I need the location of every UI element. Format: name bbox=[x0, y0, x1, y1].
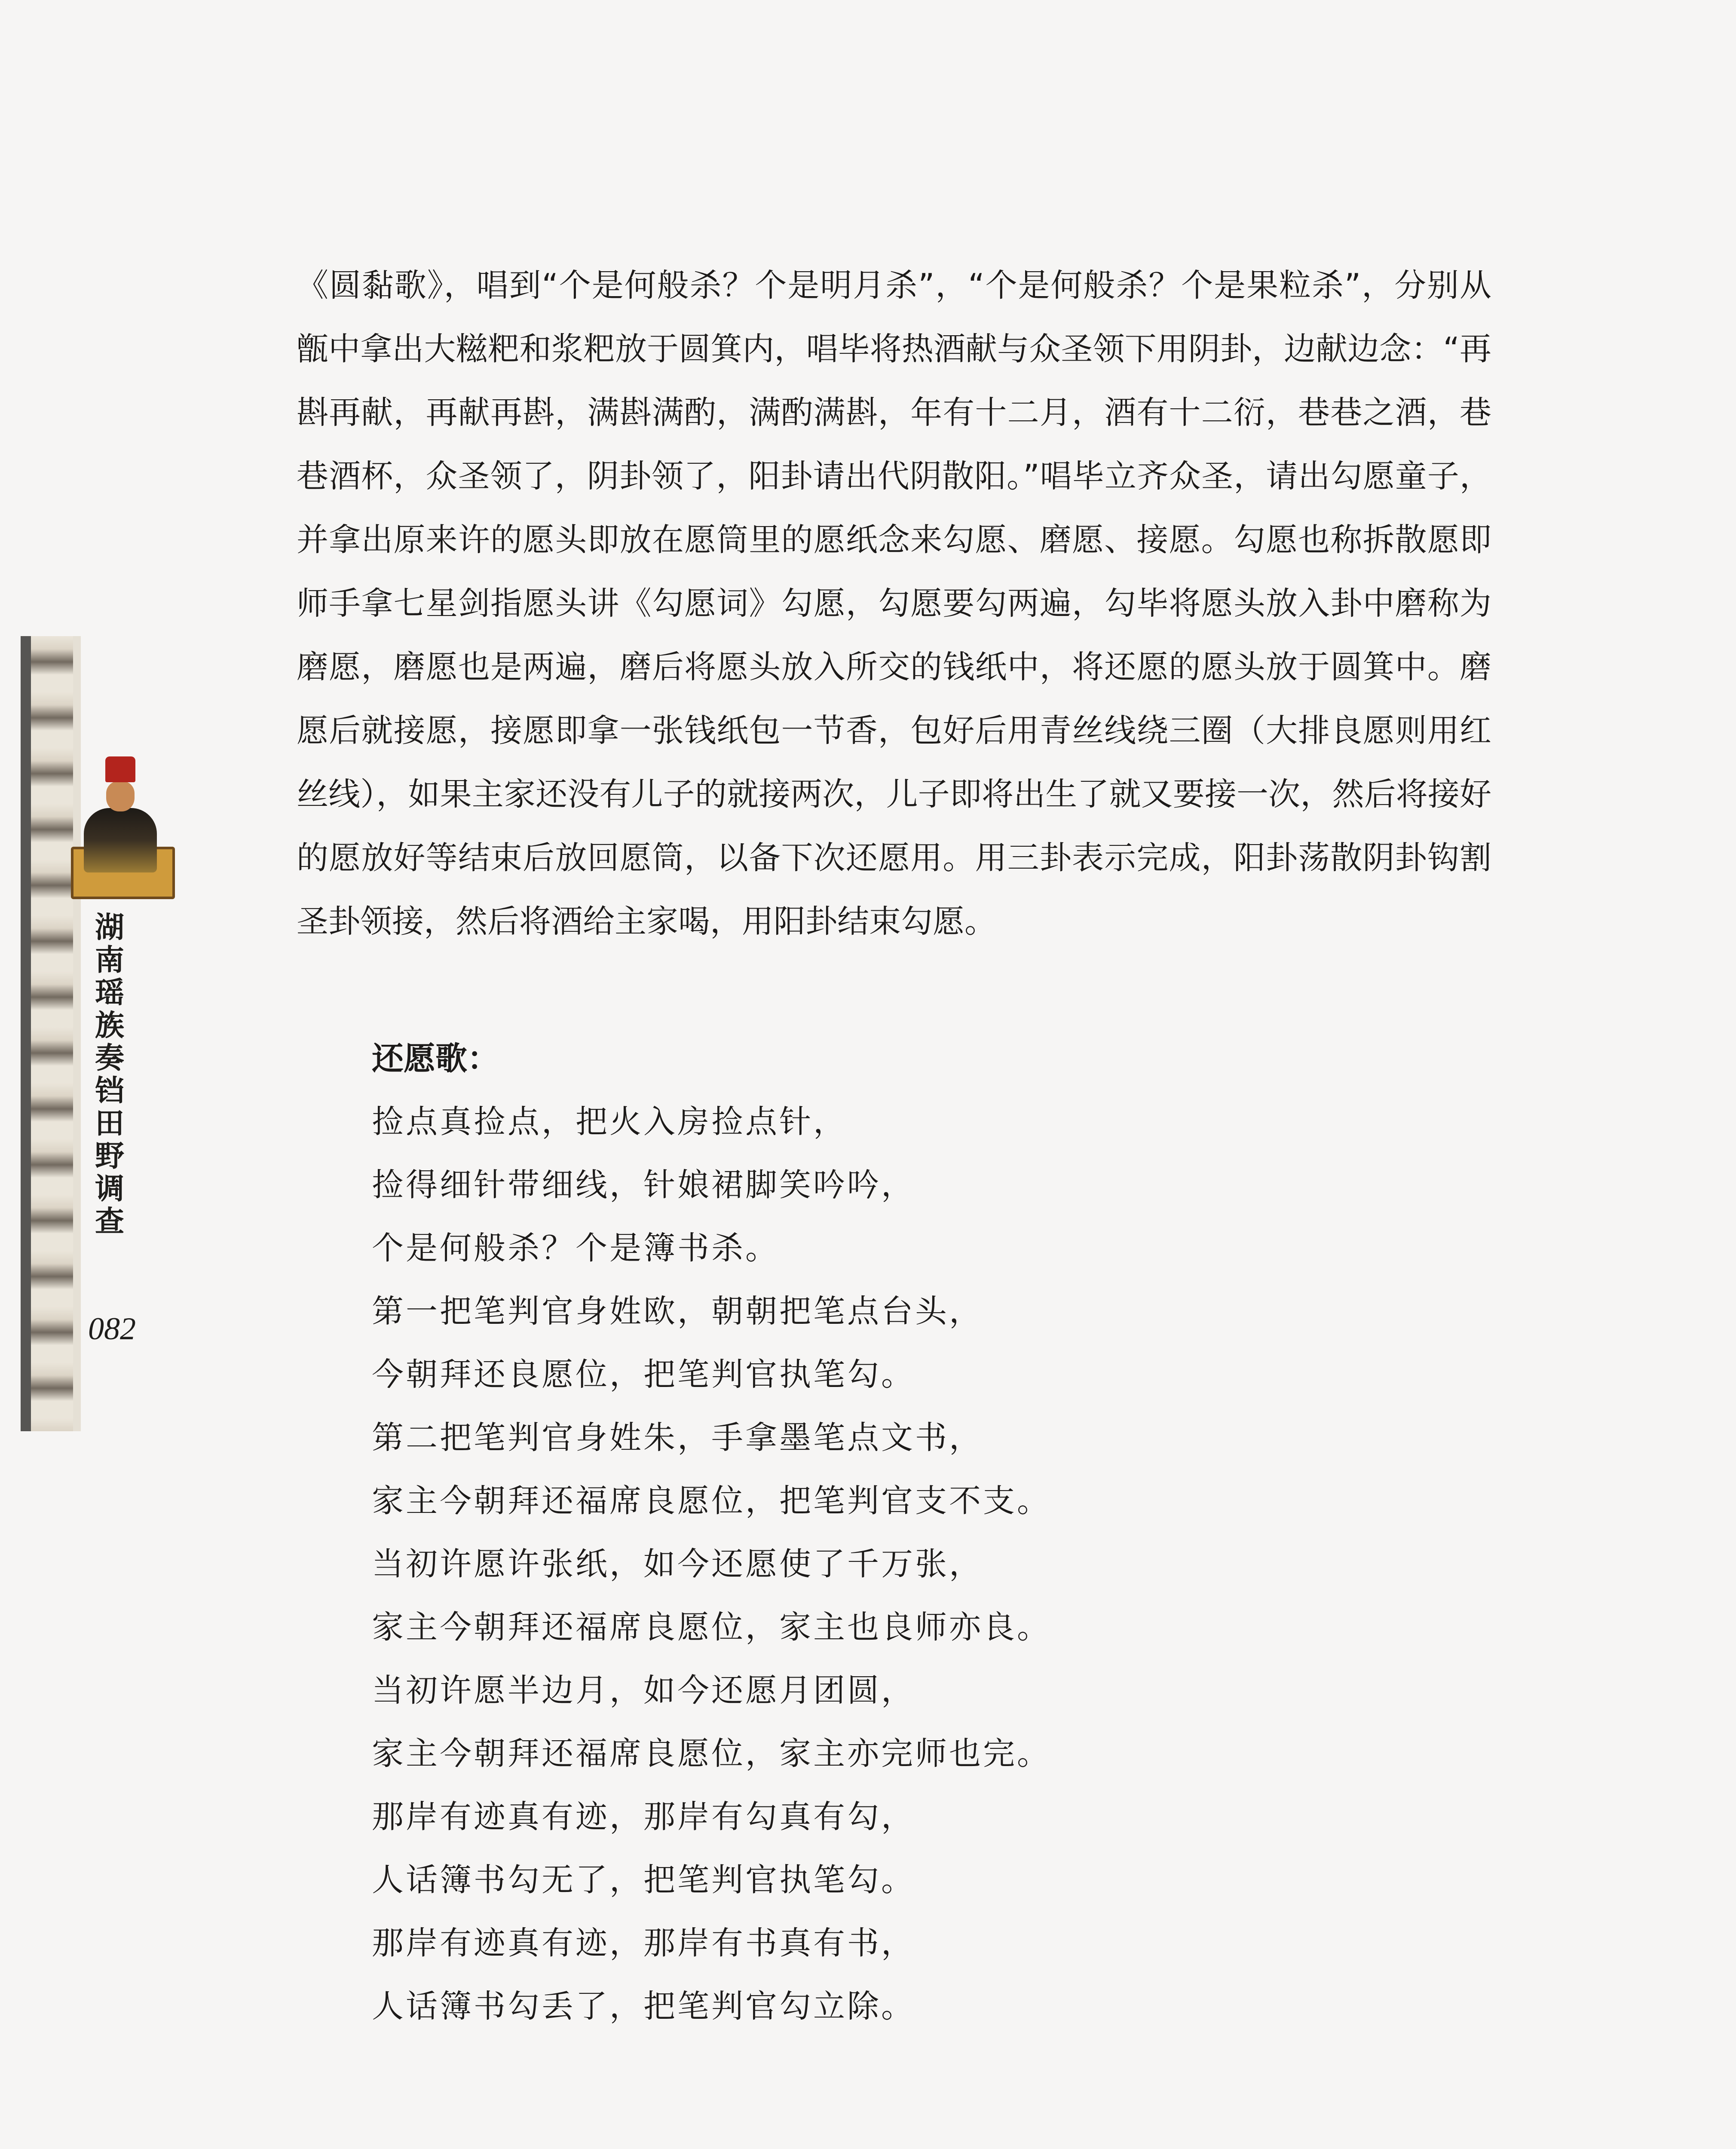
poem-line: 个是何般杀？个是簿书杀。 bbox=[372, 1230, 779, 1267]
main-paragraph bbox=[297, 254, 1491, 953]
poem-line: 捡点真捡点，把火入房捡点针， bbox=[372, 1103, 847, 1140]
paragraph-text: 《圆黏歌》，唱到“个是何般杀？个是明月杀”，“个是何般杀？个是果粒杀”，分别从甑中拿出大糍粑和浆粑放于圆箕内，唱毕将热酒献与众圣领下用阴卦，边献边念：“再斟再献，再献再斟，满斟满酌，满酌满斟，年有十二月，酒有十二衍，巷巷之酒，巷巷酒杯，众圣领了，阴卦领了，阳卦请出代阴散阳。”唱毕立齐众圣，请出勾愿童子，并拿出原来许的愿头即放在愿筒里的愿纸念来勾愿、磨愿、接愿。勾愿也称拆散愿即师手拿七星剑指愿头讲《勾愿词》勾愿，勾愿要勾两遍，勾毕将愿头放入卦中磨称为磨愿，磨愿也是两遍，磨后将愿头放入所交的钱纸中，将还愿的愿头放于圆箕中。磨愿后就接愿，接愿即拿一张钱纸包一节香，包好后用青丝线绕三圈（大排良愿则用红丝线），如果主家还没有儿子的就接两次，儿子即将出生了就又要接一次，然后将接好的愿放好等结束后放回愿筒，以备下次还愿用。用三卦表示完成，阳卦荡散阴卦钩割圣卦领接，然后将酒给主家喝，用阳卦结束勾愿。 bbox=[297, 267, 1491, 940]
page-number: 082 bbox=[88, 1311, 136, 1347]
poem-line: 今朝拜还良愿位，把笔判官执笔勾。 bbox=[372, 1356, 915, 1393]
decorative-border bbox=[21, 636, 81, 1431]
figure-face bbox=[106, 781, 135, 811]
poem-line: 捡得细针带细线，针娘裙脚笑吟吟， bbox=[372, 1166, 915, 1203]
poem-line: 人话簿书勾无了，把笔判官执笔勾。 bbox=[372, 1861, 915, 1898]
poem-line: 家主今朝拜还福席良愿位，把笔判官支不支。 bbox=[372, 1482, 1051, 1519]
poem-line: 家主今朝拜还福席良愿位，家主也良师亦良。 bbox=[372, 1609, 1051, 1646]
poem-line: 当初许愿半边月，如今还愿月团圆， bbox=[372, 1672, 915, 1709]
poem-line: 第二把笔判官身姓朱，手拿墨笔点文书， bbox=[372, 1419, 983, 1456]
poem-line: 那岸有迹真有迹，那岸有勾真有勾， bbox=[372, 1798, 915, 1835]
figure-hat bbox=[105, 756, 135, 782]
poem-line: 家主今朝拜还福席良愿位，家主亦完师也完。 bbox=[372, 1735, 1051, 1772]
poem-line: 第一把笔判官身姓欧，朝朝把笔点台头， bbox=[372, 1293, 983, 1330]
poem-line: 人话簿书勾丢了，把笔判官勾立除。 bbox=[372, 1988, 915, 2025]
running-title: 湖南瑶族奏铛田野调查 bbox=[95, 910, 124, 1239]
poem-line: 那岸有迹真有迹，那岸有书真有书， bbox=[372, 1925, 915, 1962]
poem-block bbox=[372, 1027, 1403, 2038]
deity-figure-illustration bbox=[71, 756, 170, 898]
figure-robe bbox=[84, 808, 157, 872]
poem-line: 当初许愿许张纸，如今还愿使了千万张， bbox=[372, 1546, 983, 1583]
poem-title: 还愿歌： bbox=[372, 1040, 499, 1077]
